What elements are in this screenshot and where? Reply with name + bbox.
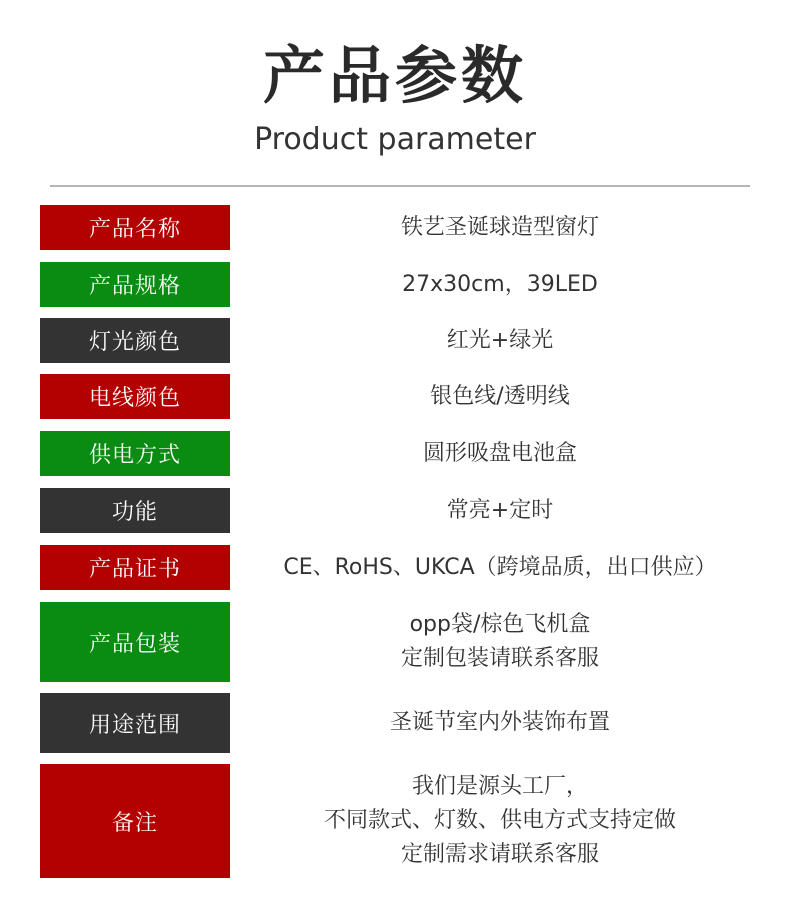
row-label: 产品包装 xyxy=(40,602,230,682)
page-title: 产品参数 xyxy=(262,39,527,112)
row-value xyxy=(240,693,760,753)
row-label: 用途范围 xyxy=(40,693,230,753)
table-row xyxy=(40,205,760,250)
value-line: 27x30cm，39LED xyxy=(402,271,598,297)
value-line: 红光+绿光 xyxy=(446,327,554,353)
value-line: 不同款式、灯数、供电方式支持定做 xyxy=(323,808,676,833)
row-value xyxy=(240,262,760,307)
table-row xyxy=(40,693,760,753)
table-row xyxy=(40,374,760,419)
value-line: 铁艺圣诞球造型窗灯 xyxy=(400,214,599,240)
row-value xyxy=(240,545,760,590)
value-line: CE、RoHS、UKCA（跨境品质，出口供应） xyxy=(283,554,717,580)
table-row xyxy=(40,602,760,682)
value-line: opp袋/棕色飞机盒 xyxy=(409,612,591,637)
row-label: 供电方式 xyxy=(40,431,230,476)
table-row xyxy=(40,764,760,878)
row-value xyxy=(240,431,760,476)
value-line: 圣诞节室内外装饰布置 xyxy=(389,710,610,735)
row-label: 灯光颜色 xyxy=(40,318,230,363)
row-label: 电线颜色 xyxy=(40,374,230,419)
row-label: 产品规格 xyxy=(40,262,230,307)
table-row xyxy=(40,431,760,476)
row-value xyxy=(240,764,760,878)
value-line: 圆形吸盘电池盒 xyxy=(422,440,577,466)
value-line: 常亮+定时 xyxy=(446,497,554,523)
row-value xyxy=(240,318,760,363)
table-row xyxy=(40,488,760,533)
row-value xyxy=(240,205,760,250)
value-line: 定制需求请联系客服 xyxy=(400,842,599,867)
row-label: 产品名称 xyxy=(40,205,230,250)
row-value xyxy=(240,374,760,419)
row-label: 备注 xyxy=(40,764,230,878)
value-line: 银色线/透明线 xyxy=(430,383,570,409)
row-label: 功能 xyxy=(40,488,230,533)
row-value xyxy=(240,602,760,682)
value-line: 我们是源头工厂， xyxy=(411,774,588,799)
row-value xyxy=(240,488,760,533)
table-row xyxy=(40,318,760,363)
table-row xyxy=(40,262,760,307)
value-line: 定制包装请联系客服 xyxy=(400,646,599,671)
row-label: 产品证书 xyxy=(40,545,230,590)
page-subtitle: Product parameter xyxy=(254,122,536,157)
table-row xyxy=(40,545,760,590)
